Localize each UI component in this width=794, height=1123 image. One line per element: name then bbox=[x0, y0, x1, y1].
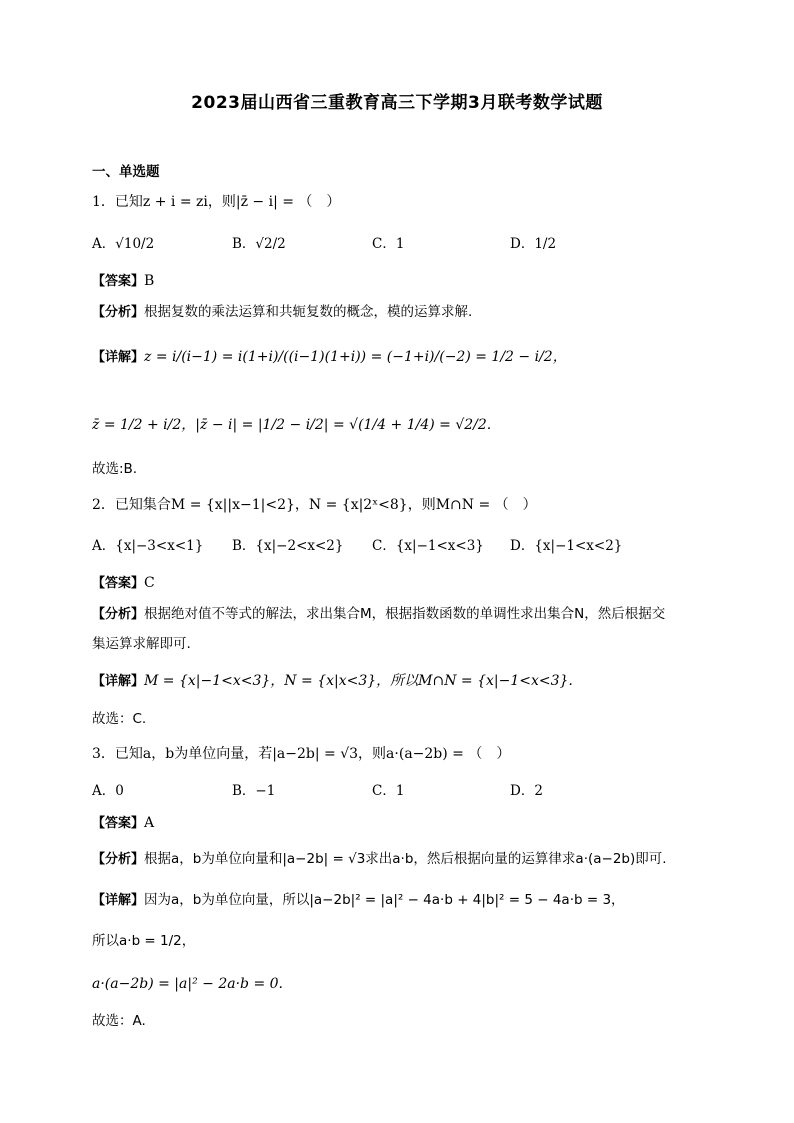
q2-detail-line bbox=[92, 672, 573, 691]
q1-analysis-line bbox=[92, 303, 472, 322]
q1-option-d: D．1/2 bbox=[510, 236, 557, 252]
q1-answer: B bbox=[144, 273, 155, 289]
q2-analysis-line-1 bbox=[92, 605, 665, 624]
q3-stem: 3．已知a，b为单位向量，若|a−2b| = √3，则a·(a−2b) = （ ） bbox=[92, 746, 511, 762]
q3-option-b: B．−1 bbox=[232, 783, 276, 799]
q3-option-c: C．1 bbox=[372, 783, 405, 799]
q3-conclusion: 故选：A. bbox=[92, 1013, 146, 1029]
q1-option-c: C．1 bbox=[372, 236, 405, 252]
q2-conclusion: 故选：C. bbox=[92, 711, 147, 727]
section-heading: 一、单选题 bbox=[92, 164, 160, 180]
q1-conclusion: 故选:B. bbox=[92, 461, 138, 477]
q3-option-d: D．2 bbox=[510, 783, 543, 799]
analysis-tag: 【分析】 bbox=[92, 852, 145, 867]
q2-option-b: B．{x|−2<x<2} bbox=[232, 538, 344, 554]
q3-detail-2: 所以a·b = 1/2， bbox=[92, 933, 196, 949]
q3-analysis-line bbox=[92, 850, 667, 869]
q1-detail-line-1 bbox=[92, 348, 567, 367]
answer-tag: 【答案】 bbox=[92, 816, 145, 831]
q3-detail-3: a·(a−2b) = |a|² − 2a·b = 0. bbox=[92, 976, 283, 992]
analysis-tag: 【分析】 bbox=[92, 607, 145, 622]
q3-analysis: 根据a，b为单位向量和|a−2b| = √3求出a·b，然后根据向量的运算律求a·(a−2b)即可. bbox=[144, 851, 667, 867]
q3-answer: A bbox=[144, 815, 155, 831]
q1-stem: 1．已知z + i = zi，则|z̄ − i| = （ ） bbox=[92, 194, 341, 210]
q2-option-d: D．{x|−1<x<2} bbox=[510, 538, 623, 554]
q2-detail: M = {x|−1<x<3}，N = {x|x<3}，所以M∩N = {x|−1<x<3}. bbox=[144, 673, 573, 689]
q1-analysis: 根据复数的乘法运算和共轭复数的概念，模的运算求解. bbox=[144, 304, 473, 320]
q3-detail-1: 因为a，b为单位向量，所以|a−2b|² = |a|² − 4a·b + 4|b|² = 5 − 4a·b = 3， bbox=[144, 892, 625, 908]
q2-answer-line bbox=[92, 574, 155, 593]
q3-answer-line bbox=[92, 814, 154, 833]
q3-detail-line-1 bbox=[92, 891, 625, 910]
q1-option-b: B．√2/2 bbox=[232, 236, 286, 252]
q2-analysis-2: 集运算求解即可. bbox=[92, 636, 191, 652]
analysis-tag: 【分析】 bbox=[92, 305, 145, 320]
detail-tag: 【详解】 bbox=[92, 350, 145, 365]
q3-option-a: A．0 bbox=[92, 783, 124, 799]
q2-stem: 2．已知集合M = {x||x−1|<2}，N = {x|2ˣ<8}，则M∩N = （ ） bbox=[92, 497, 537, 513]
q2-option-a: A．{x|−3<x<1} bbox=[92, 538, 204, 554]
q1-detail-1: z = i/(i−1) = i(1+i)/((i−1)(1+i)) = (−1+i)/(−2) = 1/2 − i/2， bbox=[144, 349, 567, 365]
answer-tag: 【答案】 bbox=[92, 274, 145, 289]
q2-option-c: C．{x|−1<x<3} bbox=[372, 538, 484, 554]
q1-detail-2: z̄ = 1/2 + i/2，|z̄ − i| = |1/2 − i/2| = √(1/4 + 1/4) = √2/2. bbox=[92, 417, 492, 433]
detail-tag: 【详解】 bbox=[92, 893, 145, 908]
q1-option-a: A．√10/2 bbox=[92, 236, 155, 252]
q2-analysis-1: 根据绝对值不等式的解法，求出集合M，根据指数函数的单调性求出集合N，然后根据交 bbox=[144, 606, 666, 622]
answer-tag: 【答案】 bbox=[92, 576, 145, 591]
q2-answer: C bbox=[144, 575, 155, 591]
detail-tag: 【详解】 bbox=[92, 674, 145, 689]
q1-answer-line bbox=[92, 272, 154, 291]
page-title: 2023届山西省三重教育高三下学期3月联考数学试题 bbox=[191, 93, 603, 113]
